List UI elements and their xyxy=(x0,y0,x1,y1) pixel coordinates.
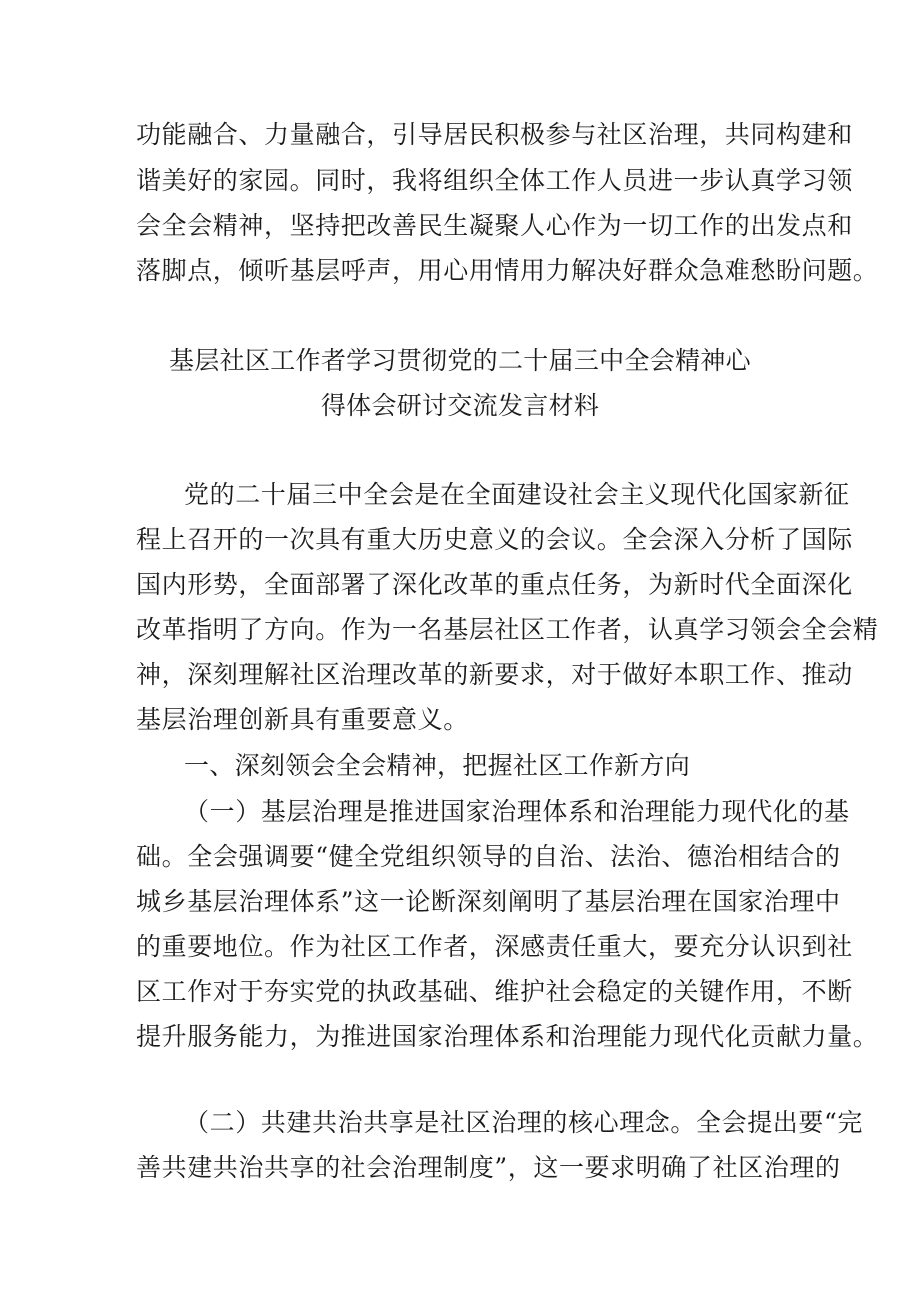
sub2-line: （二）共建共治共享是社区治理的核心理念。全会提出要“完 xyxy=(184,1108,863,1137)
intro-line: 程上召开的一次具有重大历史意义的会议。全会深入分析了国际 xyxy=(136,525,853,554)
section-heading-1: 一、深刻领会全会精神，把握社区工作新方向 xyxy=(184,751,691,780)
sub1-line: 提升服务能力，为推进国家治理体系和治理能力现代化贡献力量。 xyxy=(136,1022,879,1051)
sub2-line: 善共建共治共享的社会治理制度”，这一要求明确了社区治理的 xyxy=(136,1153,841,1182)
intro-line: 基层治理创新具有重要意义。 xyxy=(136,705,469,734)
sub1-line: 础。全会强调要“健全党组织领导的自治、法治、德治相结合的 xyxy=(136,842,841,871)
intro-line: 神，深刻理解社区治理改革的新要求，对于做好本职工作、推动 xyxy=(136,660,853,689)
sub1-line: 区工作对于夯实党的执政基础、维护社会稳定的关键作用，不断 xyxy=(136,977,853,1006)
article-title-line-2: 得体会研讨交流发言材料 xyxy=(320,391,600,420)
sub1-line: 城乡基层治理体系”这一论断深刻阐明了基层治理在国家治理中 xyxy=(136,887,841,916)
article-title-line-1: 基层社区工作者学习贯彻党的二十届三中全会精神心 xyxy=(169,346,751,375)
prev-paragraph-line: 落脚点，倾听基层呼声，用心用情用力解决好群众急难愁盼问题。 xyxy=(136,256,879,285)
intro-line: 党的二十届三中全会是在全面建设社会主义现代化国家新征 xyxy=(184,480,850,509)
prev-paragraph-line: 谐美好的家园。同时，我将组织全体工作人员进一步认真学习领 xyxy=(136,166,853,195)
sub1-line: （一）基层治理是推进国家治理体系和治理能力现代化的基 xyxy=(184,797,850,826)
intro-line: 改革指明了方向。作为一名基层社区工作者，认真学习领会全会精 xyxy=(136,615,879,644)
prev-paragraph-line: 功能融合、力量融合，引导居民积极参与社区治理，共同构建和 xyxy=(136,120,853,149)
intro-line: 国内形势，全面部署了深化改革的重点任务，为新时代全面深化 xyxy=(136,570,853,599)
prev-paragraph-line: 会全会精神，坚持把改善民生凝聚人心作为一切工作的出发点和 xyxy=(136,211,853,240)
sub1-line: 的重要地位。作为社区工作者，深感责任重大，要充分认识到社 xyxy=(136,932,853,961)
